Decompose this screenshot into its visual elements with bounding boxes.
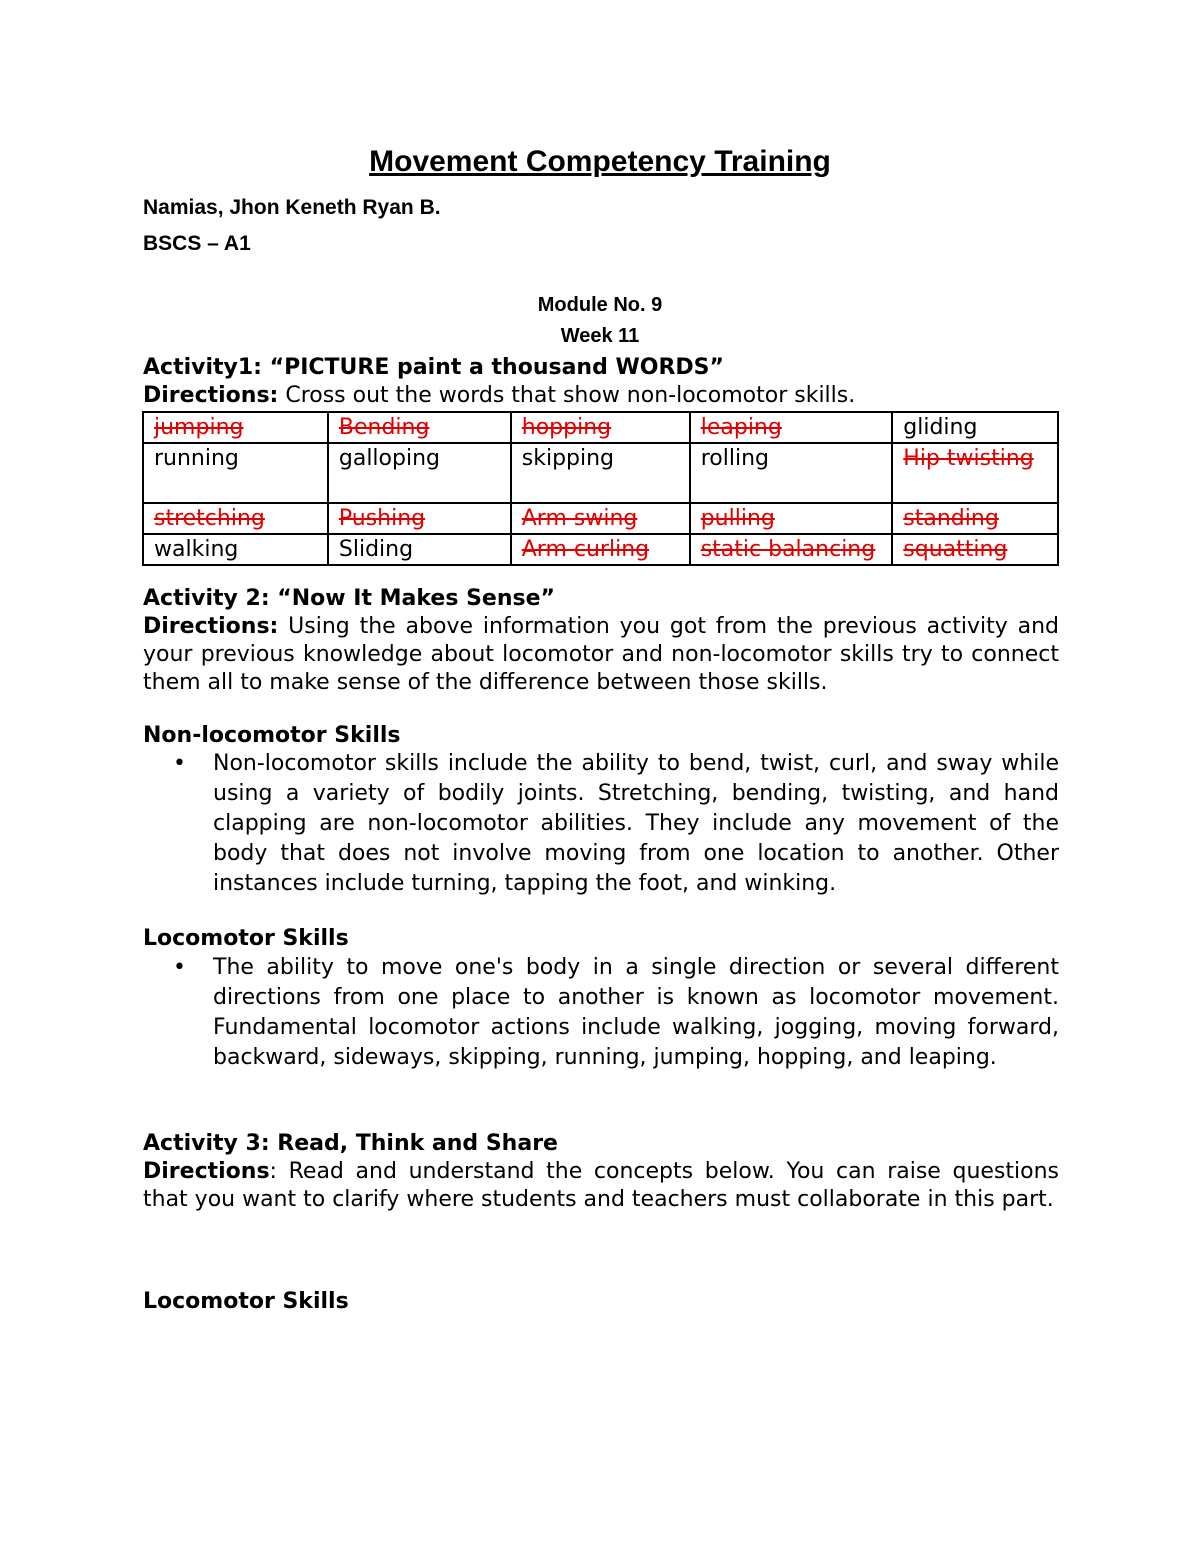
- crossed-skill-cell: squatting: [892, 534, 1058, 565]
- activity3-directions-text: : Read and understand the concepts below. You can raise questions that you want to clarify where students and teachers must collaborate in this part.: [143, 1159, 1059, 1212]
- crossed-skill-cell: Hip twisting: [892, 443, 1058, 503]
- bullet-icon: •: [173, 751, 186, 776]
- skill-cell: walking: [143, 534, 328, 565]
- list-item: [143, 749, 1059, 899]
- bullet-icon: •: [173, 955, 186, 980]
- crossed-skill-cell: static balancing: [690, 534, 893, 565]
- activity3-directions: [143, 1158, 1059, 1214]
- activity1-directions-label: Directions:: [143, 383, 279, 408]
- skill-cell: rolling: [690, 443, 893, 503]
- document-title: Movement Competency Training: [369, 145, 831, 178]
- skill-cell: Sliding: [328, 534, 511, 565]
- activity2-directions: [143, 613, 1059, 697]
- activity3-directions-label: Directions: [143, 1159, 270, 1184]
- table-row: [143, 503, 1058, 534]
- skill-cell: gliding: [892, 412, 1058, 443]
- skill-cell: skipping: [511, 443, 690, 503]
- activity1-heading: Activity1: “PICTURE paint a thousand WORDS”: [143, 355, 724, 380]
- crossed-skill-cell: leaping: [690, 412, 893, 443]
- activity1-directions-text: Cross out the words that show non-locomotor skills.: [278, 383, 856, 408]
- locomotor-heading: Locomotor Skills: [143, 926, 349, 951]
- student-name: Namias, Jhon Keneth Ryan B.: [143, 196, 441, 219]
- crossed-skill-cell: hopping: [511, 412, 690, 443]
- activity2-directions-label: Directions:: [143, 614, 279, 639]
- activity2-section: [143, 585, 1059, 697]
- nonlocomotor-heading: Non-locomotor Skills: [143, 723, 401, 748]
- skill-cell: running: [143, 443, 328, 503]
- module-number: Module No. 9: [537, 294, 663, 316]
- crossed-skill-cell: jumping: [143, 412, 328, 443]
- crossed-skill-cell: Pushing: [328, 503, 511, 534]
- crossed-skill-cell: pulling: [690, 503, 893, 534]
- crossed-skill-cell: Arm curling: [511, 534, 690, 565]
- locomotor-list: [143, 953, 1059, 1073]
- activity1-directions: [143, 382, 1059, 410]
- crossed-skill-cell: standing: [892, 503, 1058, 534]
- nonlocomotor-list: [143, 749, 1059, 899]
- course-section: BSCS – A1: [143, 232, 251, 255]
- activity2-directions-text: Using the above information you got from the previous activity and your previous knowledge about locomotor and non-locomotor skills try to connect them all to make sense of the difference between those skills.: [143, 614, 1059, 695]
- activity3-locomotor-heading: Locomotor Skills: [143, 1289, 349, 1314]
- locomotor-description: The ability to move one's body in a single direction or several different directions from one place to another is known as locomotor movement. Fundamental locomotor actions include walking, jogging, moving forward, backward, sideways, skipping, running, jumping, hopping, and leaping.: [213, 955, 1059, 1070]
- week-number: Week 11: [560, 325, 640, 347]
- table-row: [143, 412, 1058, 443]
- skill-cell: galloping: [328, 443, 511, 503]
- crossed-skill-cell: stretching: [143, 503, 328, 534]
- crossed-skill-cell: Arm swing: [511, 503, 690, 534]
- nonlocomotor-description: Non-locomotor skills include the ability to bend, twist, curl, and sway while using a variety of bodily joints. Stretching, bending, twisting, and hand clapping are non-locomotor abilities. They include any movement of the body that does not involve moving from one location to another. Other instances include turning, tapping the foot, and winking.: [213, 751, 1059, 896]
- activity3-section: [143, 1130, 1059, 1214]
- activity2-heading: Activity 2: “Now It Makes Sense”: [143, 586, 555, 611]
- activity3-heading: Activity 3: Read, Think and Share: [143, 1131, 558, 1156]
- activity1-section: [143, 354, 1059, 410]
- list-item: [143, 953, 1059, 1073]
- skills-table: [142, 411, 1059, 566]
- crossed-skill-cell: Bending: [328, 412, 511, 443]
- table-row: [143, 443, 1058, 503]
- table-row: [143, 534, 1058, 565]
